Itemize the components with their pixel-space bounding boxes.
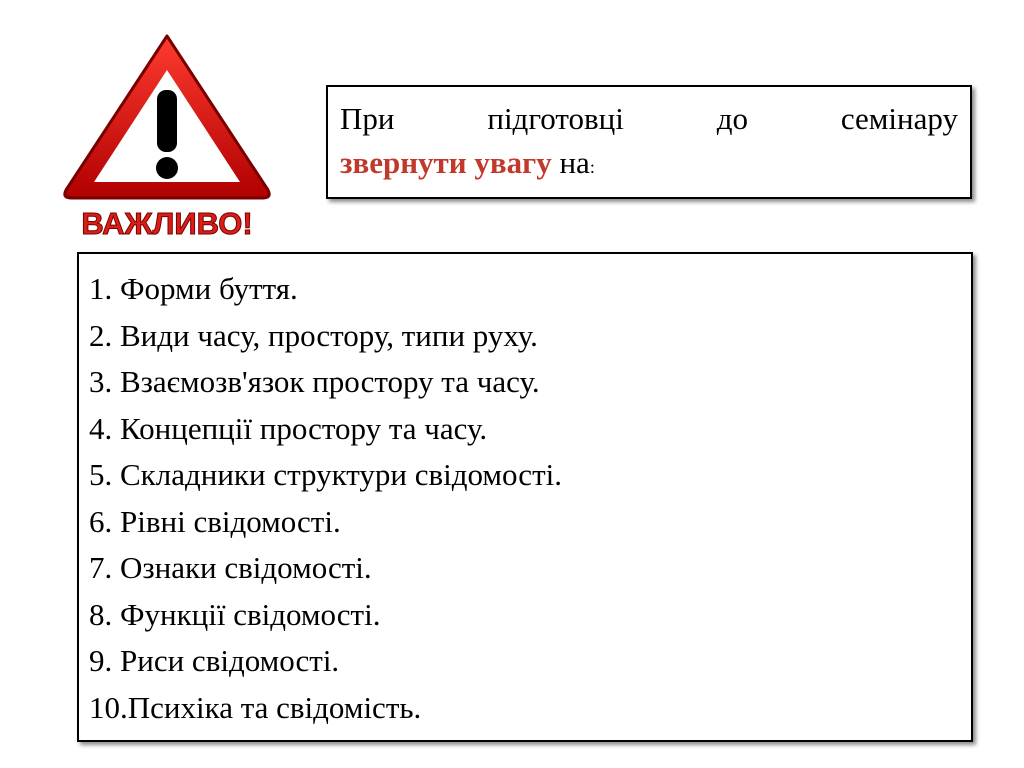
list-item: 10.Психіка та свідомість. [89, 689, 422, 725]
warning-label: ВАЖЛИВО! [81, 206, 253, 241]
intro-highlight: звернути увагу [340, 145, 552, 180]
list-item: 8. Функції свідомості. [89, 596, 381, 632]
warning-sign-logo [60, 30, 275, 245]
intro-suffix: на [551, 145, 590, 180]
intro-word: до [716, 101, 749, 136]
list-item: 4. Концепції простору та часу. [89, 410, 488, 446]
intro-colon: : [589, 157, 595, 177]
list-item: 5. Складники структури свідомості. [89, 457, 562, 492]
list-item: 7. Ознаки свідомості. [89, 550, 372, 585]
intro-word: При [340, 101, 395, 136]
list-item: 2. Види часу, простору, типи руху. [89, 317, 538, 353]
list-item: 6. Рівні свідомості. [89, 503, 341, 539]
intro-line-1 [340, 97, 958, 141]
intro-word: підготовці [487, 101, 624, 136]
intro-box [326, 85, 972, 199]
intro-line-2 [340, 141, 958, 189]
intro-word: семінару [840, 101, 958, 136]
topics-box [77, 252, 973, 742]
list-item: 9. Риси свідомості. [89, 643, 340, 678]
list-item: 3. Взаємозв'язок простору та часу. [89, 364, 540, 399]
warning-triangle-icon [60, 30, 275, 245]
list-item: 1. Форми буття. [89, 271, 298, 306]
topic-list [89, 266, 971, 731]
